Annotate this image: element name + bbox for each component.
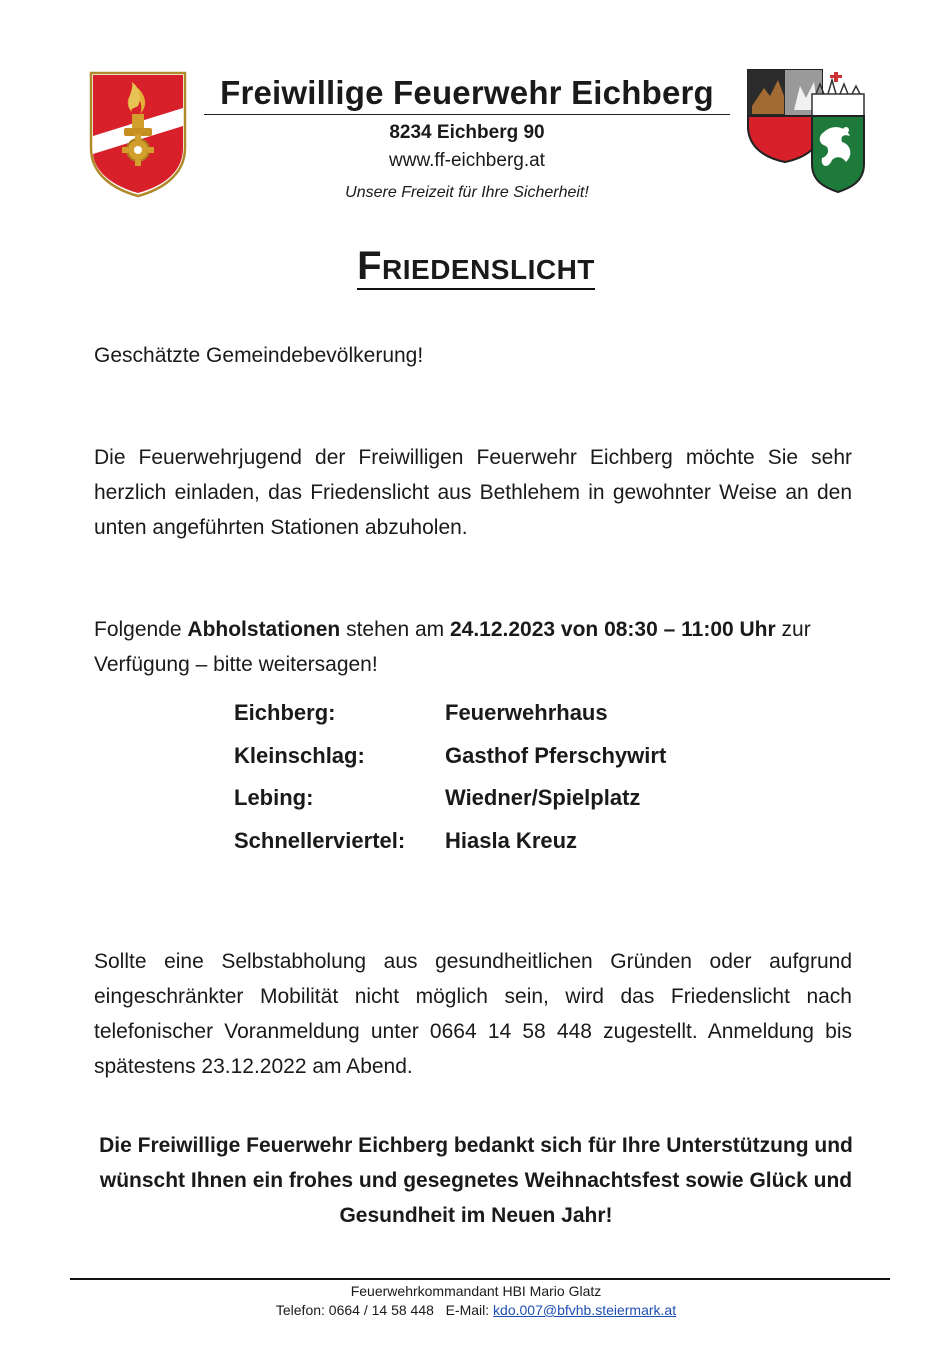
station-row [234,743,754,786]
station-place: Eichberg: [234,700,336,725]
pickup-text-3: zur Verfügung – bitte weitersagen! [94,618,811,676]
station-row [234,828,754,871]
greeting: Geschätzte Gemeindebevölkerung! [94,344,424,367]
station-location: Feuerwehrhaus [445,700,608,725]
email-link[interactable]: kdo.007@bfvhb.steiermark.at [493,1302,677,1318]
footer-divider [70,1278,890,1280]
pickup-text-2: stehen am [340,618,450,641]
stations-list [234,700,754,870]
coat-of-arms-icon [746,66,868,194]
closing-message: Die Freiwillige Feuerwehr Eichberg bedankt sich für Ihre Unterstützung und wünscht Ihnen ein frohes und gesegnetes Weihnachtsfest sowie Glück und Gesundheit im Neuen Jahr! [99,1134,853,1227]
station-location: Hiasla Kreuz [445,827,578,853]
footer-contact [0,1302,952,1318]
footer-email-label: E-Mail: [445,1302,490,1318]
station-row [234,785,754,828]
pickup-text-1: Folgende [94,618,188,641]
fire-brigade-emblem-icon [88,70,188,198]
station-location: Wiedner/Spielplatz [445,785,641,810]
pickup-date-time: 24.12.2023 von 08:30 – 11:00 Uhr [449,618,776,641]
website: www.ff-eichberg.at [389,150,545,171]
self-pickup-paragraph: Sollte eine Selbstabholung aus gesundheitlichen Gründen oder aufgrund eingeschränkter Mobilität nicht möglich sein, wird das Friedenslicht nach telefonischer Voranmeldung unter 0664 14 58 448 zugestellt. Anmeldung bis spätestens 23.12.2022 am Abend. [94,950,852,1078]
page-title: Friedenslicht [357,244,595,288]
motto: Unsere Freizeit für Ihre Sicherheit! [345,184,589,201]
station-location: Gasthof Pferschywirt [445,742,667,768]
footer-phone: Telefon: 0664 / 14 58 448 [275,1302,434,1318]
station-row [234,700,754,743]
pickup-paragraph [94,612,852,682]
station-place: Lebing: [234,785,314,810]
footer-commander: Feuerwehrkommandant HBI Mario Glatz [350,1283,602,1299]
address: 8234 Eichberg 90 [389,122,545,143]
station-place: Kleinschlag: [234,742,365,768]
station-place: Schnellerviertel: [234,827,406,853]
intro-paragraph: Die Feuerwehrjugend der Freiwilligen Feuerwehr Eichberg möchte Sie sehr herzlich einladen, das Friedenslicht aus Bethlehem in gewohnter Weise an den unten angeführten Stationen abzuholen. [94,446,852,539]
organization-name: Freiwillige Feuerwehr Eichberg [204,74,730,115]
pickup-stations-label: Abholstationen [187,618,341,641]
